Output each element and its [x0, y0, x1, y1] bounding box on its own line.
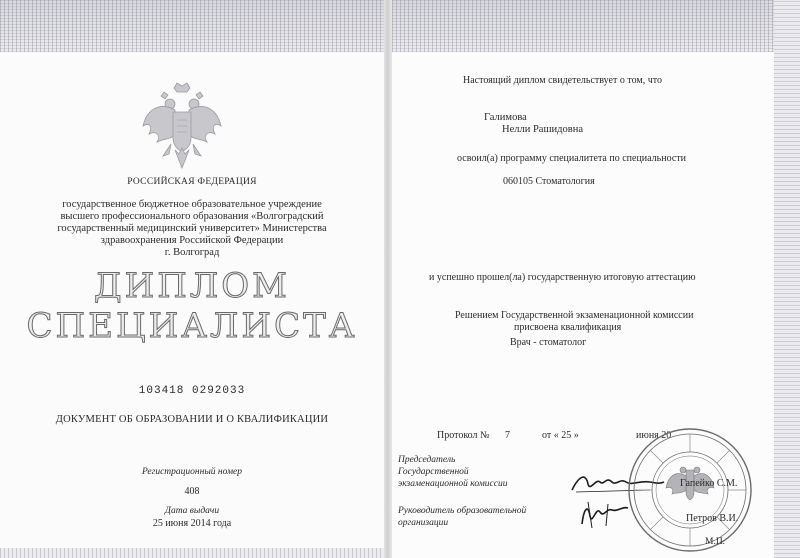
attestation-text: и успешно прошел(ла) государственную итоговую аттестацию	[429, 272, 696, 283]
institution-line-1: государственное бюджетное образовательное учреждение	[62, 199, 322, 210]
chair-label-2: Государственной	[398, 467, 469, 477]
institution-line-4: здравоохранения Российской Федерации	[100, 235, 284, 246]
country-name: РОССИЙСКАЯ ФЕДЕРАЦИЯ	[127, 177, 257, 187]
issue-date: 25 июня 2014 года	[152, 518, 232, 529]
issue-date-label: Дата выдачи	[164, 506, 220, 516]
guilloche-band	[0, 0, 384, 52]
registration-label: Регистрационный номер	[141, 467, 243, 477]
graduate-name: Нелли Рашидовна	[502, 124, 584, 135]
document-type: ДОКУМЕНТ ОБ ОБРАЗОВАНИИ И О КВАЛИФИКАЦИИ	[55, 414, 329, 425]
protocol-label: Протокол №	[437, 430, 490, 441]
institution-line-2: высшего профессионального образования «Волгоградский	[60, 211, 324, 222]
guilloche-band	[392, 0, 800, 52]
registration-number: 408	[184, 486, 200, 497]
specialty: 060105 Стоматология	[503, 176, 595, 187]
guilloche-band-bottom	[0, 548, 384, 558]
decision-line-1: Решением Государственной экзаменационной комиссии	[455, 310, 694, 321]
certify-intro: Настоящий диплом свидетельствует о том, что	[463, 75, 662, 86]
head-signature-icon	[578, 498, 630, 530]
graduate-surname: Галимова	[484, 112, 527, 123]
head-label-2: организации	[398, 518, 449, 528]
diploma-left-page	[0, 0, 384, 558]
chair-label-3: экзаменационной комиссии	[398, 479, 508, 489]
diploma-serial-number: 103418 0292033	[138, 385, 246, 397]
protocol-month-year: июня 20	[636, 430, 672, 441]
head-label-1: Руководитель образовательной	[398, 506, 527, 516]
protocol-date-label: от « 25 »	[542, 430, 579, 441]
head-name: Петров В.И.	[686, 513, 739, 524]
protocol-number: 7	[505, 430, 510, 441]
coat-of-arms-emblem-icon	[141, 82, 223, 172]
chair-label-1: Председатель	[398, 455, 456, 465]
guilloche-side-strip	[774, 0, 800, 558]
official-seal-icon	[626, 426, 754, 554]
program-text: освоил(а) программу специалитета по специальности	[457, 153, 686, 164]
stamp-place-label: М.П.	[705, 537, 726, 547]
diploma-title-line-2: СПЕЦИАЛИСТА	[26, 306, 358, 346]
diploma-title-line-1: ДИПЛОМ	[93, 266, 290, 306]
qualification: Врач - стоматолог	[510, 337, 587, 348]
chair-name: Гапейко С.М.	[680, 478, 738, 489]
institution-city: г. Волгоград	[164, 247, 220, 258]
binding-fold	[384, 0, 392, 558]
decision-line-2: присвоена квалификация	[514, 322, 622, 333]
institution-line-3: государственный медицинский университет» Министерства	[57, 223, 327, 234]
